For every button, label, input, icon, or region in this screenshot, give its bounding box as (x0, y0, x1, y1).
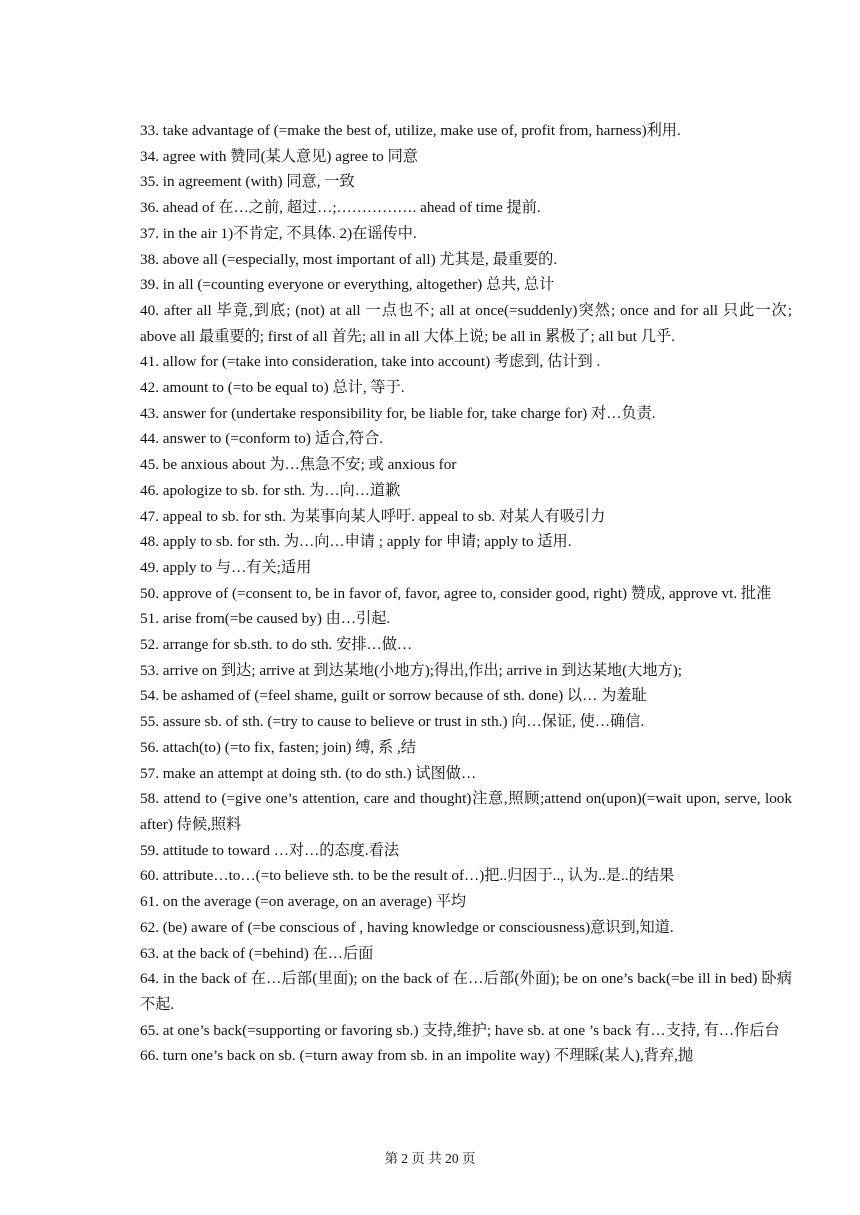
list-item: 47. appeal to sb. for sth. 为某事向某人呼吁. appeal to sb. 对某人有吸引力 (140, 507, 606, 525)
list-item: 55. assure sb. of sth. (=try to cause to believe or trust in sth.) 向…保证, 使…确信. (140, 713, 645, 731)
list-item: 60. attribute…to…(=to believe sth. to be the result of…)把..归因于.., 认为..是..的结果 (140, 867, 675, 885)
vocabulary-list (140, 118, 792, 1069)
list-item: 41. allow for (=take into consideration, take into account) 考虑到, 估计到 . (140, 353, 601, 371)
list-item: 46. apologize to sb. for sth. 为…向…道歉 (140, 481, 401, 499)
list-item: 40. after all 毕竟,到底; (not) at all 一点也不; all at once(=suddenly)突然; once and for all 只此一次; above all 最重要的; first of all 首先; all in all 大体上说; be all in 累极了; all but 几乎. (140, 301, 792, 345)
list-item: 65. at one’s back(=supporting or favoring sb.) 支持,维护; have sb. at one ’s back 有…支持, 有…作后台 (140, 1021, 780, 1039)
list-item: 56. attach(to) (=to fix, fasten; join) 缚, 系 ,结 (140, 738, 416, 756)
list-item: 43. answer for (undertake responsibility for, be liable for, take charge for) 对…负责. (140, 404, 656, 422)
list-item: 57. make an attempt at doing sth. (to do sth.) 试图做… (140, 764, 477, 782)
list-item: 66. turn one’s back on sb. (=turn away from sb. in an impolite way) 不理睬(某人),背弃,抛 (140, 1047, 694, 1065)
list-item: 48. apply to sb. for sth. 为…向…申请 ; apply for 申请; apply to 适用. (140, 533, 572, 551)
list-item: 53. arrive on 到达; arrive at 到达某地(小地方);得出,作出; arrive in 到达某地(大地方); (140, 661, 683, 679)
list-item: 33. take advantage of (=make the best of, utilize, make use of, profit from, harness)利用. (140, 122, 681, 139)
list-item: 50. approve of (=consent to, be in favor of, favor, agree to, consider good, right) 赞成, approve vt. 批准 (140, 584, 772, 602)
list-item: 62. (be) aware of (=be conscious of , having knowledge or consciousness)意识到,知道. (140, 918, 674, 936)
list-item: 61. on the average (=on average, on an average) 平均 (140, 893, 467, 911)
list-item: 34. agree with 赞同(某人意见) agree to 同意 (140, 147, 418, 165)
list-item: 49. apply to 与…有关;适用 (140, 558, 312, 576)
list-item: 44. answer to (=conform to) 适合,符合. (140, 430, 384, 448)
list-item: 54. be ashamed of (=feel shame, guilt or sorrow because of sth. done) 以… 为羞耻 (140, 687, 647, 705)
list-item: 35. in agreement (with) 同意, 一致 (140, 173, 355, 191)
list-item: 39. in all (=counting everyone or everything, altogether) 总共, 总计 (140, 276, 555, 294)
list-item: 63. at the back of (=behind) 在…后面 (140, 944, 374, 962)
list-item: 45. be anxious about 为…焦急不安; 或 anxious for (140, 456, 457, 474)
page-number-footer: 第 2 页 共 20 页 (384, 1151, 476, 1166)
list-item: 52. arrange for sb.sth. to do sth. 安排…做… (140, 636, 413, 654)
list-item: 58. attend to (=give one’s attention, care and thought)注意,照顾;attend on(upon)(=wait upon, serve, look after) 侍候,照料 (140, 790, 792, 833)
list-item: 64. in the back of 在…后部(里面); on the back of 在…后部(外面); be on one’s back(=be ill in bed) 卧病不起. (140, 970, 792, 1013)
list-item: 59. attitude to toward …对…的态度.看法 (140, 841, 400, 859)
list-item: 36. ahead of 在…之前, 超过…;……………. ahead of time 提前. (140, 199, 541, 217)
list-item: 42. amount to (=to be equal to) 总计, 等于. (140, 379, 405, 397)
list-item: 51. arise from(=be caused by) 由…引起. (140, 610, 391, 628)
list-item: 38. above all (=especially, most important of all) 尤其是, 最重要的. (140, 250, 558, 268)
list-item: 37. in the air 1)不肯定, 不具体. 2)在谣传中. (140, 224, 417, 242)
